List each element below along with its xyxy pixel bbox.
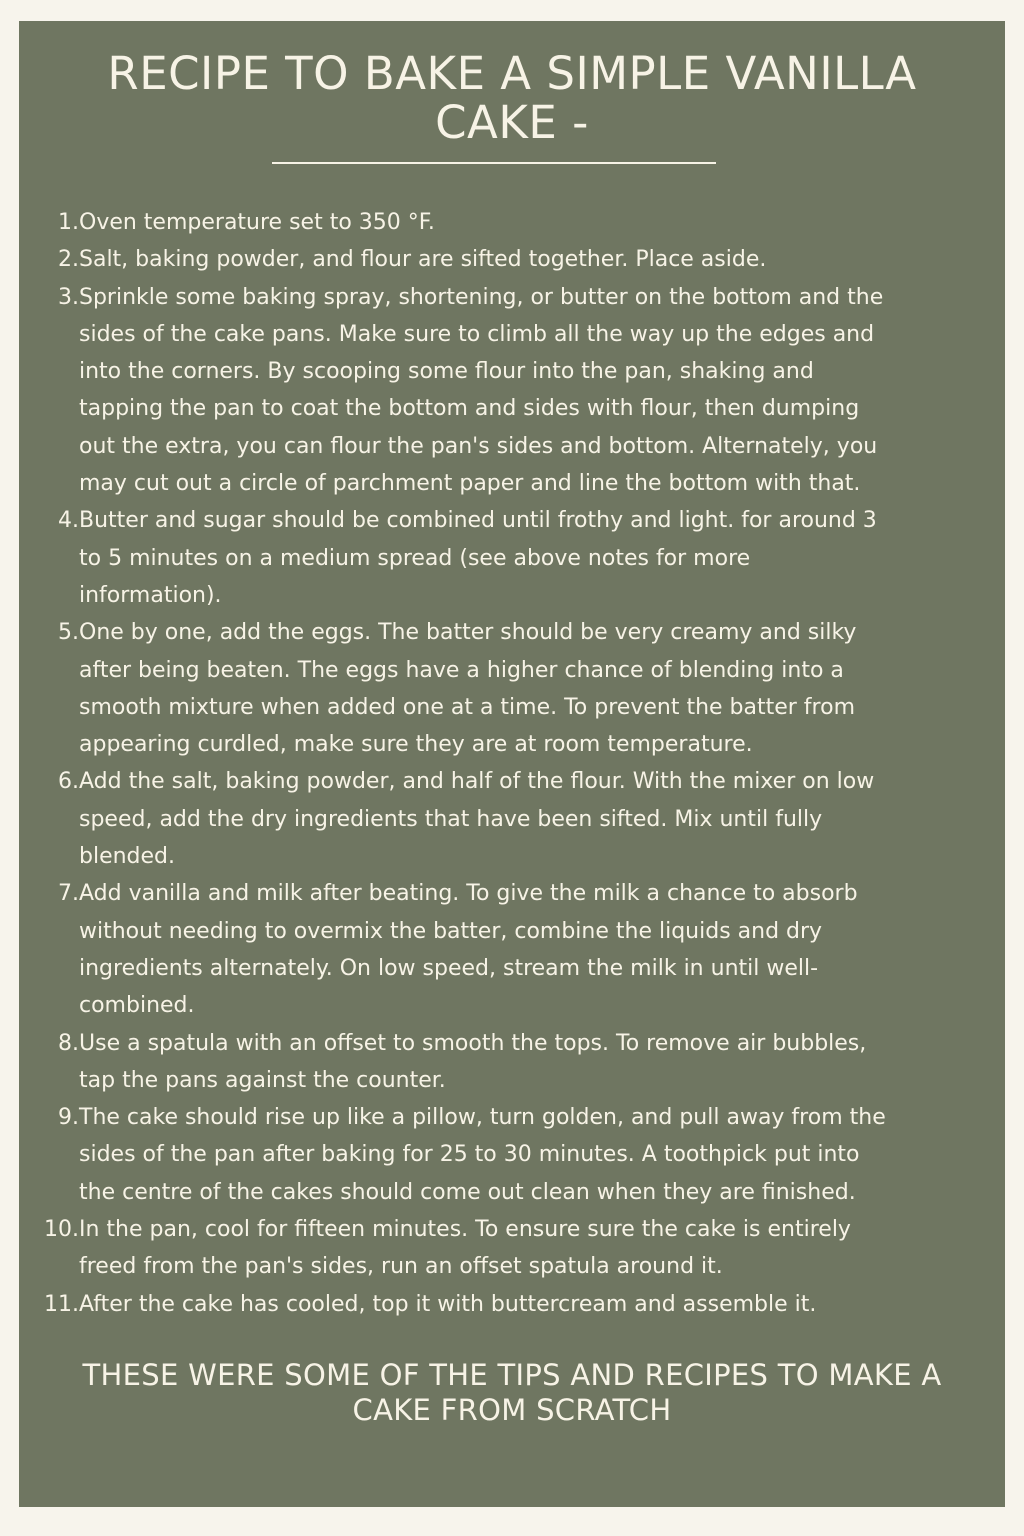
recipe-step [39,1211,991,1286]
step-text: In the pan, cool for fifteen minutes. To ensure sure the cake is entirely freed from the pan's sides, run an offset spatula around it. [79,1217,851,1280]
recipe-title: RECIPE TO BAKE A SIMPLE VANILLA CAKE - [107,47,917,149]
step-text: After the cake has cooled, top it with buttercream and assemble it. [79,1291,817,1317]
recipe-step [39,1286,991,1323]
step-number: 9. [58,1105,79,1131]
step-text: Add the salt, baking powder, and half of the flour. With the mixer on low speed, add the dry ingredients that have been sifted. Mix until fully blended. [79,769,875,870]
recipe-step [39,241,991,278]
recipe-step [39,279,991,503]
step-number: 5. [58,620,79,646]
recipe-card [19,21,1005,1507]
recipe-step [39,614,991,763]
step-number: 11. [44,1291,79,1317]
step-text: Sprinkle some baking spray, shortening, or butter on the bottom and the sides of the cake pans. Make sure to climb all the way up the edges and into the corners. By scooping some flour into the pan, shaking and tapping the pan to coat the bottom and sides with flour, then dumping out the extra, you can flour the pan's sides and bottom. Alternately, you may cut out a circle of parchment paper and line the bottom with that. [79,284,884,497]
step-number: 8. [58,1030,79,1056]
step-text: Butter and sugar should be combined until frothy and light. for around 3 to 5 minutes on a medium spread (see above notes for more information). [79,508,877,608]
step-text: One by one, add the eggs. The batter should be very creamy and silky after being beaten. The eggs have a higher chance of blending into a smooth mixture when added one at a time. To prevent the batter from appearing curdled, make sure they are at room temperature. [79,620,857,758]
title-underline [272,162,716,164]
step-number: 1. [58,210,79,235]
step-number: 6. [58,769,79,795]
recipe-steps-list [39,204,991,1323]
step-text: Oven temperature set to 350 °F. [79,210,435,235]
step-text: Salt, baking powder, and flour are sifted together. Place aside. [79,247,767,273]
recipe-step [39,875,991,1024]
recipe-step [39,502,991,614]
step-number: 4. [58,508,79,534]
recipe-step [39,763,991,875]
step-text: Add vanilla and milk after beating. To give the milk a chance to absorb without needing to overmix the batter, combine the liquids and dry ingredients alternately. On low speed, stream the milk in until well- combined. [79,881,858,1019]
recipe-step [39,1025,991,1100]
step-text: The cake should rise up like a pillow, turn golden, and pull away from the sides of the pan after baking for 25 to 30 minutes. A toothpick put into the centre of the cakes should come out clean when they are finished. [79,1105,886,1205]
step-text: Use a spatula with an offset to smooth the tops. To remove air bubbles, tap the pans against the counter. [79,1030,867,1093]
step-number: 7. [58,881,79,907]
step-number: 2. [58,247,79,273]
step-number: 3. [58,284,79,310]
closing-note: THESE WERE SOME OF THE TIPS AND RECIPES TO MAKE A CAKE FROM SCRATCH [82,1358,942,1427]
recipe-step [39,1099,991,1211]
step-number: 10. [44,1217,79,1243]
recipe-step [39,204,991,241]
